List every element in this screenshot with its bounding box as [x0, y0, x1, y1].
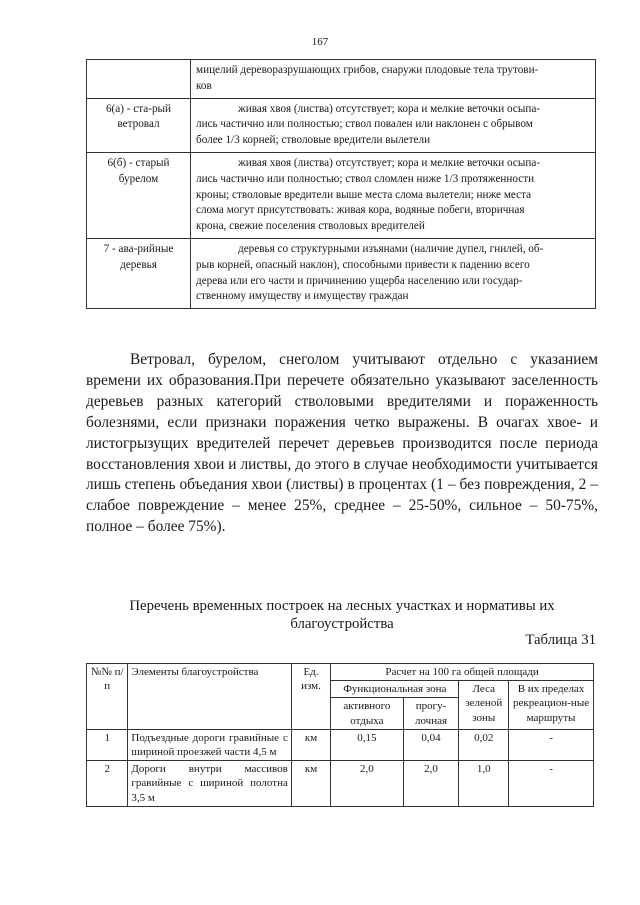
desc-line: живая хвоя (листва) отсутствует; кора и мелкие веточки осыпа- [238, 102, 541, 115]
table-row [87, 60, 596, 99]
section-heading: Перечень временных построек на лесных участках и нормативы их благоустройства [129, 598, 555, 632]
category-cell: 7 - ава-рийные деревья [87, 238, 191, 308]
body-paragraph [86, 350, 598, 538]
row-num: 1 [87, 729, 128, 760]
table-row [87, 98, 596, 152]
desc-line: кроны; стволовые вредители выше места слома вылетели; ниже места [196, 188, 532, 201]
header-unit: Ед. изм. [291, 664, 330, 730]
desc-line: рыв корней, опасный наклон), способными привести к падению всего [196, 258, 530, 271]
header-recreation: В их пределах рекреацион-ные маршруты [509, 681, 594, 730]
description-cell [191, 60, 596, 99]
description-cell [191, 238, 596, 308]
buildings-standards-table [86, 663, 594, 807]
table-row [87, 152, 596, 238]
header-green: Леса зеленой зоны [459, 681, 509, 730]
table-label: Таблица 31 [525, 632, 596, 648]
row-green: 1,0 [459, 761, 509, 807]
row-recreation: - [509, 729, 594, 760]
row-green: 0,02 [459, 729, 509, 760]
header-num: №№ п/п [87, 664, 128, 730]
desc-line: живая хвоя (листва) отсутствует; кора и мелкие веточки осыпа- [238, 156, 541, 169]
table-row [87, 238, 596, 308]
row-unit: км [291, 761, 330, 807]
desc-line: слома могут присутствовать: живая кора, водяные побеги, вторичная [196, 204, 525, 217]
row-element: Подъездные дороги гравийные с шириной проезжей части 4,5 м [128, 729, 291, 760]
row-active: 0,15 [331, 729, 403, 760]
page-number: 167 [311, 36, 329, 48]
row-unit: км [291, 729, 330, 760]
desc-line: лись частично или полностью; ствол сломлен ниже 1/3 протяженности [196, 172, 535, 185]
desc-line: деревья со структурными изъянами (наличие дупел, гнилей, об- [238, 242, 544, 255]
description-cell [191, 98, 596, 152]
row-active: 2,0 [331, 761, 403, 807]
header-walking: прогу-лочная [403, 698, 459, 729]
desc-line: крона, свежие поселения стволовых вредителей [196, 220, 425, 233]
desc-line: ков [196, 79, 212, 92]
header-elements: Элементы благоустройства [128, 664, 291, 730]
category-cell [87, 60, 191, 99]
desc-line: более 1/3 корней; стволовые вредители вылетели [196, 134, 431, 147]
header-calc: Расчет на 100 га общей площади [331, 664, 594, 681]
row-recreation: - [509, 761, 594, 807]
desc-line: лись частично или полностью; ствол повален или наклонен с обрывом [196, 118, 533, 131]
desc-line: дерева или его части и причинению ущерба населению или государ- [196, 274, 523, 287]
paragraph-text: Ветровал, бурелом, снеголом учитывают отдельно с указанием времени их образования.При перечете обязательно указывают заселенность деревьев разных категорий стволовыми вредителями и пораженность болезнями, если признаки поражения четко выражены. В очагах хвое- и листогрызущих вредителей перечет деревьев производится после периода восстановления хвои и листвы, до этого в случае необходимости учитывается лишь степень объедания хвои (листвы) в процентах (1 – без повреждения, 2 – слабое повреждение – менее 25%, среднее – 25-50%, сильное – 50-75%, полное – более 75%). [86, 351, 598, 536]
damage-category-table [86, 59, 596, 309]
row-walking: 2,0 [403, 761, 459, 807]
description-cell [191, 152, 596, 238]
category-cell: 6(а) - ста-рый ветровал [87, 98, 191, 152]
header-active: активного отдыха [331, 698, 403, 729]
category-cell: 6(б) - старый бурелом [87, 152, 191, 238]
desc-line: ственному имуществу и имуществу граждан [196, 290, 409, 303]
header-functional: Функциональная зона [331, 681, 459, 698]
row-walking: 0,04 [403, 729, 459, 760]
row-element: Дороги внутри массивов гравийные с шириной полотна 3,5 м [128, 761, 291, 807]
table-row [87, 729, 594, 760]
header-row [87, 664, 594, 681]
table-row [87, 761, 594, 807]
desc-line: мицелий дереворазрушающих грибов, снаружи плодовые тела трутови- [196, 64, 539, 76]
row-num: 2 [87, 761, 128, 807]
